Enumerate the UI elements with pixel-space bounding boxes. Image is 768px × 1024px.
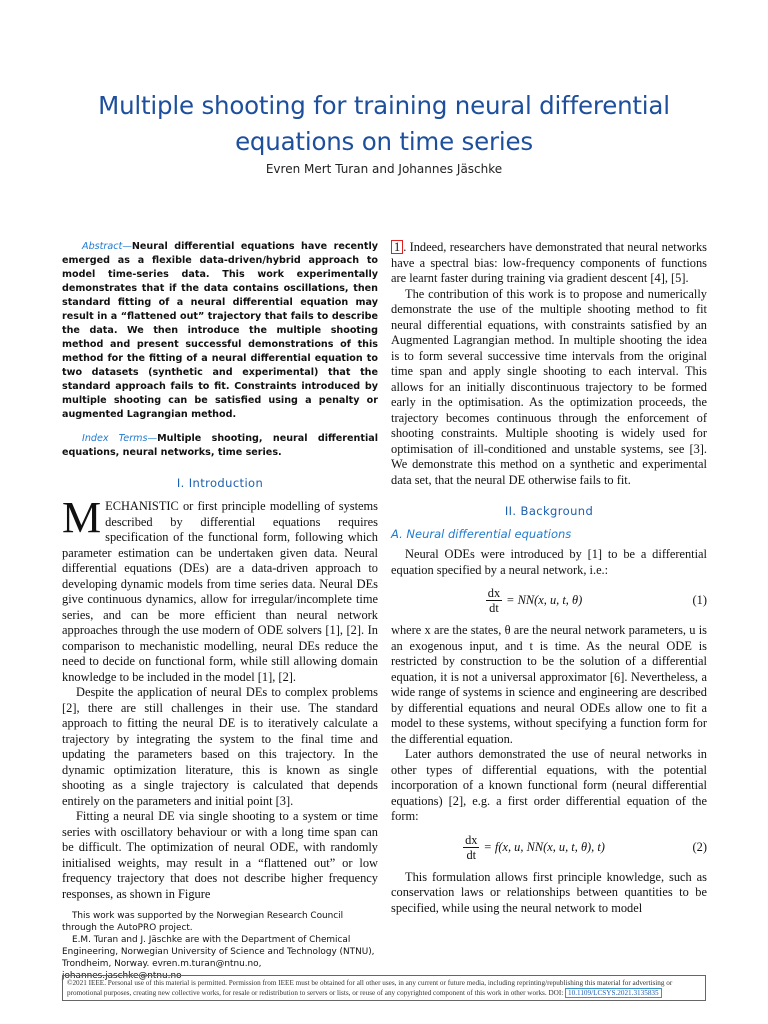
paper-title: [40, 88, 728, 160]
footnote: [62, 910, 378, 982]
title-line-1: Multiple shooting for training neural differential: [98, 91, 670, 120]
equation-rhs: = NN(x, u, t, θ): [506, 593, 583, 607]
index-terms: [62, 432, 378, 460]
dropcap: M: [62, 493, 102, 542]
right-column: [391, 240, 707, 916]
background-paragraph-1: Neural ODEs were introduced by [1] to be a differential equation specified by a neural network, i.e.:: [391, 547, 707, 577]
section-heading-background: II. Background: [504, 504, 594, 518]
equation-number: (2): [692, 839, 707, 854]
footnote-affiliation: E.M. Turan and J. Jäschke are with the Department of Chemical Engineering, Norwegian University of Science and Technology (NTNU), Trondheim, Norway. evren.m.turan@ntnu.no, johannes.jaschke@ntnu.no: [62, 935, 375, 981]
intro-paragraph-2: Despite the application of neural DEs to complex problems [2], there are still challenges in their use. The standard approach to fitting the neural DE is to iteratively calculate a trajectory by integrating the system to the final time and updating the parameters based on this trajectory. In the dynamic optimization literature, this is known as single shooting as a single trajectory is calculated that depends entirely on the parameters and initial point [3].: [62, 685, 378, 808]
figure-reference-link[interactable]: 1: [391, 240, 403, 254]
derivative-fraction: $\frac{dx}{dt}$: [465, 832, 478, 862]
equation-2: [391, 833, 707, 862]
derivative-fraction: $\frac{dx}{dt}$: [487, 586, 501, 615]
doi-link[interactable]: 10.1109/LCSYS.2021.3135835: [565, 988, 662, 998]
background-paragraph-3: Later authors demonstrated the use of neural networks in other types of differential equations, with the potential incorporation of a known functional form (neural differential equations) [2], e.g. a first order differential equation of the form:: [391, 747, 707, 823]
abstract-text: Neural differential equations have recently emerged as a flexible data-driven/hybrid approach to model time-series data. This work experimentally demonstrates that if the data contains oscillations, then standard fitting of a neural differential equation may result in a “flattened out” trajectory that fails to describe the data. We then introduce the multiple shooting method and present successful demonstrations of this method for the fitting of a neural differential equation to two datasets (synthetic and experimental) that the standard approach fails to fit. Constraints introduced by multiple shooting can be satisfied using a penalty or augmented Lagrangian method.: [62, 241, 378, 420]
intro-paragraph-4: The contribution of this work is to propose and numerically demonstrate the use of the multiple shooting method to fit neural differential equations, with constraints satisfied by an Augmented Lagrangian method. In multiple shooting the idea is to form several successive time intervals from the original time span and apply single shooting to each interval. This allows for an initially discontinuous trajectory to be formed early in the optimisation. As the optimization proceeds, the trajectory becomes continuous through the enforcement of shooting constraints. Multiple shooting is widely used for optimisation of ill-conditioned and unstable systems, see [3]. We demonstrate this method on a synthetic and experimental data set, that the neural DE otherwise fails to fit.: [391, 286, 707, 487]
intro-paragraph-3-continued: 1 . Indeed, researchers have demonstrated that neural networks have a spectral bias: low-frequency components of functions are learnt faster during training via gradient descent [4], [5].: [391, 240, 707, 285]
abstract: [62, 240, 378, 422]
title-line-2: equations on time series: [235, 127, 533, 156]
section-heading-introduction: I. Introduction: [176, 476, 264, 490]
equation-number: (1): [692, 593, 707, 607]
equation-1: [391, 586, 707, 615]
subsection-heading: A. Neural differential equations: [391, 527, 572, 541]
index-terms-text: Multiple shooting, neural differential equations, neural networks, time series.: [62, 433, 378, 458]
footnote-funding: This work was supported by the Norwegian Research Council through the AutoPRO project.: [62, 911, 344, 933]
background-paragraph-2: where x are the states, θ are the neural network parameters, u is an exogenous input, and t is time. As the neural ODE is restricted by construction to be the solution of a differential equation, it is not a universal approximator [6]. Nevertheless, a wide range of systems in science and engineering are described by differential equations and neural ODEs allow one to fit a model to these systems, without specifying a function form for the differential equation.: [391, 623, 707, 746]
abstract-label: Abstract—: [82, 241, 132, 252]
intro-paragraph-1: MECHANISTIC or first principle modelling of systems described by differential equations requires specification of the functional form, following which parameter estimation can be undertaken given data. Neural differential equations (DEs) are a data-driven approach to developing dynamic models from time series data. Neural DEs give continuous dynamics, allow for irregular/incomplete time series, and can be more efficient than neural network approaches through the use modern of ODE solvers [1], [2]. In comparison to mechanistic modelling, neural DEs reduce the need to decide on functional form, while still allowing domain knowledge to be included in the model [1], [2].: [62, 493, 378, 684]
index-terms-label: Index Terms—: [82, 433, 158, 444]
copyright-text: ©2021 IEEE. Personal use of this material is permitted. Permission from IEEE must be obtained for all other uses, in any current or future media, including reprinting/republishing this material for advertising or promotional purposes, creating new collective works, for resale or redistribution to servers or lists, or reuse of any copyrighted component of this work in other works. DOI:: [67, 979, 673, 997]
copyright-notice: [62, 975, 706, 1001]
left-column: [62, 240, 378, 902]
background-paragraph-4: This formulation allows first principle knowledge, such as conservation laws or relationships between quantities to be specified, while using the neural network to model: [391, 869, 707, 915]
intro-paragraph-3: Fitting a neural DE via single shooting to a system or time series with oscillatory behaviour or with a long time span can be difficult. The optimization of neural ODE, with randomly initialised weights, may result in a “flattened out” or low frequency trajectory that does not describe higher frequency responses, as shown in Figure: [62, 809, 378, 901]
equation-rhs: = f(x, u, NN(x, u, t, θ), t): [483, 839, 605, 854]
authors: Evren Mert Turan and Johannes Jäschke: [265, 162, 503, 176]
